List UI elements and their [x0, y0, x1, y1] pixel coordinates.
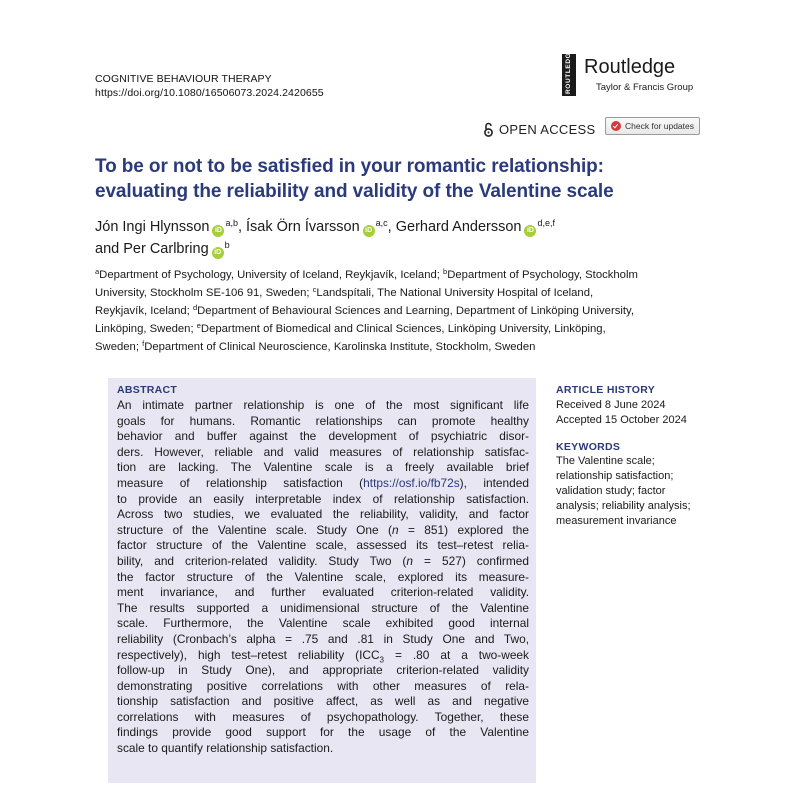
affiliation-sup: b [443, 267, 448, 276]
routledge-logo-bar [562, 47, 576, 96]
abstract-line: The results supported a unidimensional structure of the Valentine [117, 600, 529, 615]
affiliation-sup: d [192, 303, 198, 312]
sample-size-n: n [406, 553, 414, 568]
affiliation-sup: a [95, 267, 100, 276]
keywords-heading: KEYWORDS [556, 441, 621, 453]
abstract-line: correlations with measures of psychopathology. Together, these [117, 709, 529, 724]
abstract-line: scale to quantify relationship satisfaction. [117, 741, 334, 756]
publisher-subtitle: Taylor & Francis Group [596, 82, 694, 93]
abstract-line: goals for humans. Romantic relationships can promote healthy [117, 413, 529, 428]
affiliation-sup: c [312, 285, 317, 294]
author-affiliation-sup: d,e,f [537, 218, 555, 228]
keyword-line: analysis; reliability analysis; [556, 500, 691, 512]
affiliation-line [95, 338, 707, 356]
affiliation-text: Department of Clinical Neuroscience, Karolinska Institute, Stockholm, Sweden [144, 341, 536, 353]
abstract-line: to provide an easily interpretable index of relationship satisfaction. [117, 491, 529, 506]
keyword-line: The Valentine scale; [556, 455, 655, 467]
icc-subscript: 3 [379, 654, 384, 664]
affiliation-text: Department of Behavioural Sciences and Learning, Department of Linköping University, [197, 305, 634, 317]
author-separator: , [387, 219, 396, 235]
abstract-line: reliability (Cronbach’s alpha = .75 and .81 in Study One and Two, [117, 631, 529, 646]
article-title [95, 154, 715, 204]
abstract-text-span: respectively), high test–retest reliability (ICC [117, 647, 380, 662]
abstract-text [117, 398, 529, 757]
affiliation-line [95, 320, 707, 338]
journal-name: COGNITIVE BEHAVIOUR THERAPY [95, 73, 272, 85]
keyword-line: relationship satisfaction; [556, 470, 674, 482]
abstract-line: demonstrating positive correlations with other measures of rela- [117, 678, 529, 693]
open-access-label: OPEN ACCESS [499, 121, 596, 137]
keywords-list [556, 454, 691, 529]
abstract-line: follow-up in Study One), and appropriate criterion-related validity [117, 663, 529, 678]
abstract-line: ders. However, reliable and valid measures of relationship satisfac- [117, 444, 529, 459]
abstract-line: ment invariance, and further evaluated criterion-related validity. [117, 585, 529, 600]
affiliations [95, 266, 707, 356]
abstract-line [117, 523, 529, 539]
affiliation-text: Reykjavík, Iceland; [95, 305, 193, 317]
abstract-line [117, 476, 529, 492]
check-for-updates-button[interactable] [605, 117, 700, 135]
affiliation-text: University, Stockholm SE-106 91, Sweden; [95, 287, 313, 299]
affiliation-text: Department of Psychology, University of Iceland, Reykjavík, Iceland; [99, 269, 444, 281]
abstract-line [117, 648, 529, 664]
article-history [556, 398, 687, 428]
doi-link[interactable]: https://doi.org/10.1080/16506073.2024.2420655 [95, 87, 324, 99]
affiliation-text: Linköping, Sweden; [95, 323, 197, 335]
abstract-line [117, 554, 529, 570]
orcid-icon[interactable]: iD [212, 225, 224, 237]
affiliation-text: Sweden; [95, 341, 143, 353]
author-name[interactable]: Gerhard Andersson [395, 219, 522, 235]
routledge-logo [562, 47, 712, 98]
affiliation-text: Department of Psychology, Stockholm [447, 269, 638, 281]
abstract-text-span: = 527) confirmed [413, 553, 529, 568]
open-lock-icon [483, 122, 494, 137]
abstract-line: the factor structure of the Valentine scale, explored its measure- [117, 569, 529, 584]
abstract-text-span: = .80 at a two-week [384, 647, 529, 662]
abstract-line: behavior and buffer against the development of psychiatric disor- [117, 429, 529, 444]
author-affiliation-sup: b [224, 240, 230, 250]
routledge-bar-text: ROUTLEDGE [565, 47, 572, 94]
journal-header [95, 72, 324, 100]
author-separator: , [237, 219, 247, 235]
history-accepted: Accepted 15 October 2024 [556, 414, 687, 426]
publisher-name: Routledge [584, 56, 676, 78]
affiliation-sup: e [196, 321, 201, 330]
abstract-line: An intimate partner relationship is one of the most significant life [117, 398, 529, 412]
article-history-heading: ARTICLE HISTORY [556, 384, 656, 396]
abstract-line: Across two studies, we evaluated the reliability, validity, and factor [117, 507, 529, 522]
orcid-icon[interactable]: iD [212, 247, 224, 259]
keyword-line: validation study; factor [556, 485, 666, 497]
osf-link[interactable]: https://osf.io/fb72s [363, 475, 460, 490]
sample-size-n: n [391, 522, 399, 537]
abstract-text-span: ), intended [459, 475, 529, 490]
abstract-line: factor structure of the Valentine scale, assessed its test–retest relia- [117, 538, 529, 553]
author-and: and [95, 241, 124, 257]
keyword-line: measurement invariance [556, 515, 677, 527]
title-line: To be or not to be satisfied in your romantic relationship: [95, 156, 604, 177]
abstract-text-span: = 851) explored the [398, 522, 529, 537]
abstract-text-span: measure of relationship satisfaction ( [117, 475, 364, 490]
author-name[interactable]: Ísak Örn Ívarsson [246, 219, 360, 235]
check-updates-icon [611, 121, 621, 131]
affiliation-text: Department of Biomedical and Clinical Sciences, Linköping University, Linköping, [200, 323, 606, 335]
check-updates-label: Check for updates [625, 121, 694, 131]
author-name[interactable]: Per Carlbring [123, 241, 209, 257]
abstract-line: scale. Furthermore, the Valentine scale exhibited good internal [117, 616, 529, 631]
orcid-icon[interactable]: iD [524, 225, 536, 237]
title-line: evaluating the reliability and validity of the Valentine scale [95, 181, 614, 202]
author-list [95, 216, 715, 260]
author-line [95, 238, 715, 260]
abstract-text-span: bility, and criterion-related validity. Study Two ( [117, 553, 407, 568]
author-line [95, 216, 715, 238]
affiliation-sup: f [142, 339, 145, 348]
abstract-heading: ABSTRACT [117, 384, 178, 396]
affiliation-line [95, 284, 707, 302]
affiliation-line [95, 266, 707, 284]
abstract-line: tionship satisfaction and positive affect, as well as and negative [117, 694, 529, 709]
author-affiliation-sup: a,b [225, 218, 238, 228]
history-received: Received 8 June 2024 [556, 399, 666, 411]
abstract-line: findings provide good support for the usage of the Valentine [117, 725, 529, 740]
open-access-badge [483, 120, 596, 138]
affiliation-line [95, 302, 707, 320]
author-name[interactable]: Jón Ingi Hlynsson [95, 219, 210, 235]
abstract-text-span: structure of the Valentine scale. Study One ( [117, 522, 392, 537]
affiliation-text: Landspítali, The National University Hospital of Iceland, [316, 287, 594, 299]
abstract-line: tion are lacking. The Valentine scale is a freely available brief [117, 460, 529, 475]
orcid-icon[interactable]: iD [363, 225, 375, 237]
author-affiliation-sup: a,c [375, 218, 388, 228]
